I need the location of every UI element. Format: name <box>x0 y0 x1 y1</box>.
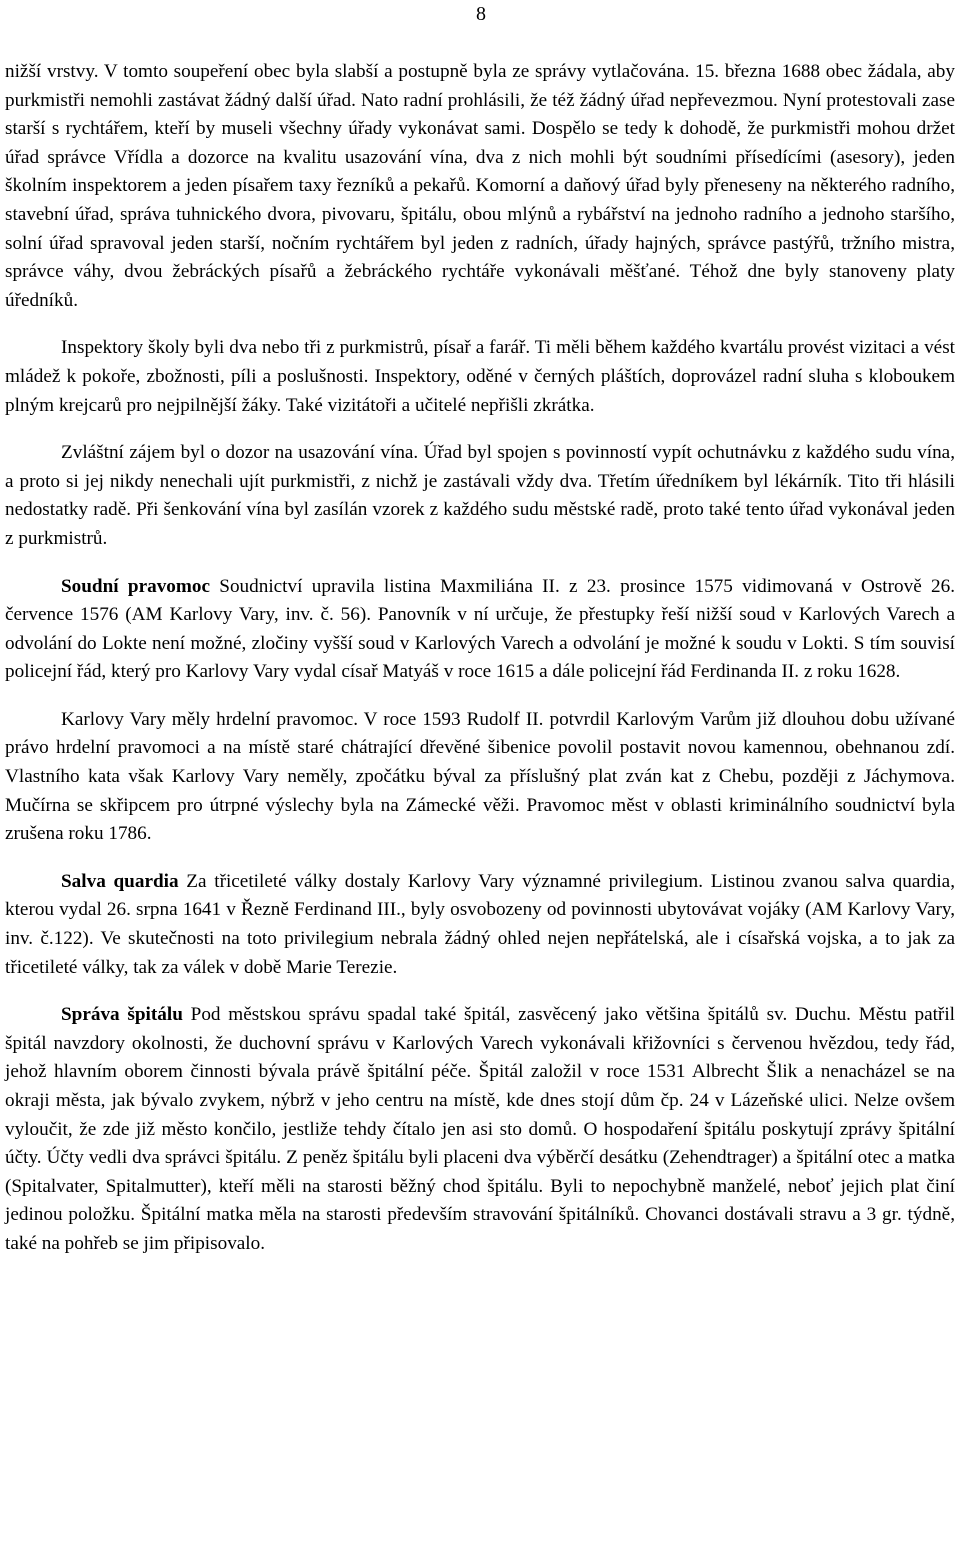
paragraph-wine-supervision <box>5 439 955 553</box>
paragraph-text: Inspektory školy byli dva nebo tři z purkmistrů, písař a farář. Ti měli během každého kvartálu provést vizitaci a vést mládež k pokoře, zbožnosti, píli a poslušnosti. Inspektory, oděné v černých pláštích, doprovázel radní sluha s kloboukem plným krejcarů pro nejpilnější žáky. Také vizitátoři a učitelé nepřišli zkrátka. <box>5 337 955 416</box>
paragraph-town-offices <box>5 58 955 315</box>
paragraph-text: Za třicetileté války dostaly Karlovy Vary významné privilegium. Listinou zvanou salva quardia, kterou vydal 26. srpna 1641 v Řezně Ferdinand III., byly osvobozeny od povinnosti ubytovávat vojáky (AM Karlovy Vary, inv. č.122). Ve skutečnosti na toto privilegium nebrala žádný ohled nejen nepřátelská, ale i císařská vojska, a to jak za třicetileté války, tak za válek v době Marie Terezie. <box>5 870 955 978</box>
document-body <box>5 58 955 1278</box>
paragraph-capital-jurisdiction <box>5 706 955 849</box>
paragraph-school-inspectors <box>5 334 955 420</box>
paragraph-text: Zvláštní zájem byl o dozor na usazování vína. Úřad byl spojen s povinností vypít ochutnávku z každého sudu vína, a proto si jej nikdy nenechali ujít purkmistři, z nichž je zastávali vždy dva. Třetím úředníkem byl lékárník. Tito tři hlásili nedostatky radě. Při šenkování vína byl zasílán vzorek z každého sudu městské radě, proto také tento úřad vykonával jeden z purkmistrů. <box>5 442 955 549</box>
paragraph-text: Karlovy Vary měly hrdelní pravomoc. V roce 1593 Rudolf II. potvrdil Karlovým Varům již dlouhou dobu užívané právo hrdelní pravomoci a na místě staré chátrající dřevěné šibenice povolil postavit novou kamennou, obehnanou zdí. Vlastního kata však Karlovy Vary neměly, zpočátku býval za příslušný plat zván kat z Chebu, později z Jáchymova. Mučírna se skřipcem pro útrpné výslechy byla na Zámecké věži. Pravomoc měst v oblasti kriminálního soudnictví byla zrušena roku 1786. <box>5 708 955 845</box>
paragraph-salva-quardia <box>5 868 955 982</box>
section-heading: Správa špitálu <box>61 1004 183 1026</box>
page-number: 8 <box>476 3 486 25</box>
paragraph-judicial-power <box>5 573 955 687</box>
paragraph-hospital-administration <box>5 1001 955 1258</box>
section-heading: Salva quardia <box>61 870 179 892</box>
paragraph-text: Pod městskou správu spadal také špitál, zasvěcený jako většina špitálů sv. Duchu. Městu patřil špitál navzdory okolnosti, že duchovní správu v Karlových Varech vykonávali křižovníci s červenou hvězdou, tedy řád, jehož hlavním oborem činnosti bývala právě špitální péče. Špitál založil v roce 1531 Albrecht Šlik a nenacházel se na okraji města, jak bývalo zvykem, nýbrž v jeho centru na místě, kde dnes stojí dům čp. 24 v Lázeňské ulici. Nelze ovšem vyloučit, že zde již město končilo, jestliže tehdy čítalo jen asi sto domů. O hospodaření špitálu poskytují zprávy špitální účty. Účty vedli dva správci špitálu. Z peněz špitálu byli placeni dva výběrčí desátku (Zehendtrager) a špitální otec a matka (Spitalvater, Spitalmutter), kteří měli na starosti běžný chod špitálu. Byli to nepochybně manželé, neboť jejich plat činí jedinou položku. Špitální matka měla na starosti především stravování špitálníků. Chovanci dostávali stravu a 3 gr. týdně, také na pohřeb se jim připisovalo. <box>5 1004 955 1254</box>
paragraph-text: nižší vrstvy. V tomto soupeření obec byla slabší a postupně byla ze správy vytlačována. 15. března 1688 obec žádala, aby purkmistři nemohli zastávat žádný další úřad. Nato radní prohlásili, že též žádný úřad nepřevezmou. Nyní protestovali zase starší s rychtářem, kteří by museli všechny úřady vykonávat sami. Dospělo se tedy k dohodě, že purkmistři mohou držet úřad správce Vřídla a dozorce na kvalitu usazování vína, dva z nich mohli být soudními přísedícími (asesory), jeden školním inspektorem a jeden písařem taxy řezníků a pekařů. Komorní a daňový úřad byly přeneseny na některého radního, stavební úřad, správa tuhnického dvora, pivovaru, špitálu, obou mlýnů a rybářství na jednoho radního a jednoho staršího, solní úřad spravoval jeden starší, nočním rychtářem byl jeden z radních, úřady hajných, správce pastýřů, tržního mistra, správce váhy, dvou žebráckých písařů a žebráckého rychtáře vykonávali měšťané. Téhož dne byly stanoveny platy úředníků. <box>5 61 955 311</box>
paragraph-text: Soudnictví upravila listina Maxmiliána II. z 23. prosince 1575 vidimovaná v Ostrově 26. července 1576 (AM Karlovy Vary, inv. č. 56). Panovník v ní určuje, že přestupky řeší nižší soud v Karlových Varech a odvolání do Lokte není možné, zločiny vyšší soud v Karlových Varech a odvolání je možné k soudu v Lokti. S tím souvisí policejní řád, který pro Karlovy Vary vydal císař Matyáš v roce 1615 a dále policejní řád Ferdinanda II. z roku 1628. <box>5 575 955 683</box>
section-heading: Soudní pravomoc <box>61 575 210 597</box>
